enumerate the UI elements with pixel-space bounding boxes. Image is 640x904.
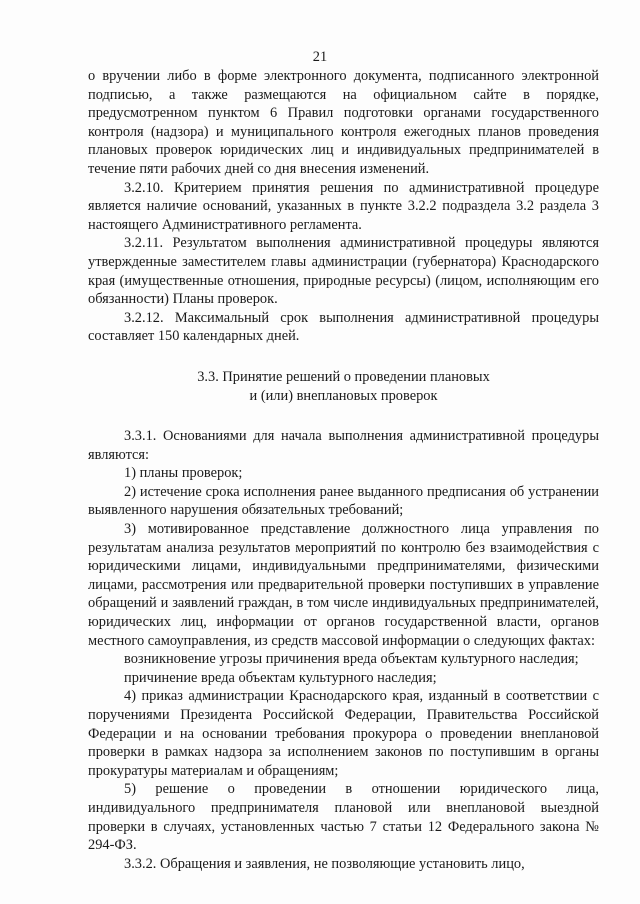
section-heading-line-2: и (или) внеплановых проверок (249, 387, 438, 404)
list-item-2: 2) истечение срока исполнения ранее выданного предписания об устранении выявленного нарушения обязательных требований; (88, 483, 599, 519)
paragraph-3-2-10: 3.2.10. Критерием принятия решения по административной процедуре является наличие оснований, указанных в пункте 3.2.2 подраздела 3.2 раздела 3 настоящего Административного регламента. (88, 179, 599, 233)
fact-damage: причинение вреда объектам культурного наследия; (124, 669, 437, 686)
paragraph-3-3-2: 3.3.2. Обращения и заявления, не позволяющие установить лицо, (124, 855, 525, 872)
page-number: 21 (312, 49, 328, 65)
paragraph-3-2-11: 3.2.11. Результатом выполнения административной процедуры являются утвержденные заместителем главы администрации (губернатора) Краснодарского края (имущественные отношения, природные ресурсы) (лицом, исполняющим его обязанности) Планы проверок. (88, 235, 599, 308)
document-body (88, 67, 599, 873)
section-heading (88, 368, 599, 405)
list-item-3: 3) мотивированное представление должностного лица управления по результатам анализа результатов мероприятий по контролю без взаимодействия с юридическими лицами, индивидуальными предпринимателями, физическими лицами, рассмотрения или предварительной проверки поступивших в управление обращений и заявлений граждан, в том числе индивидуальных предпринимателей, юридических лиц, информации от органов государственной власти, органов местного самоуправления, из средств массовой информации о следующих фактах: (88, 521, 599, 649)
section-heading-line-1: 3.3. Принятие решений о проведении плановых (197, 368, 490, 385)
paragraph-continuation: о вручении либо в форме электронного документа, подписанного электронной подписью, а также размещаются на официальном сайте в порядке, предусмотренном пунктом 6 Правил подготовки органами государственного контроля (надзора) и муниципального контроля ежегодных планов проведения плановых проверок юридических лиц и индивидуальных предпринимателей в течение пяти рабочих дней со дня внесения изменений. (88, 68, 599, 177)
paragraph-3-3-1: 3.3.1. Основаниями для начала выполнения административной процедуры являются: (88, 428, 599, 463)
paragraph-3-2-12: 3.2.12. Максимальный срок выполнения административной процедуры составляет 150 календарных дней. (88, 309, 599, 345)
list-item-1: 1) планы проверок; (124, 465, 243, 482)
list-item-4: 4) приказ администрации Краснодарского края, изданный в соответствии с поручениями Президента Российской Федерации, Правительства Российской Федерации и на основании требования прокурора о проведении внеплановой проверки в рамках надзора за исполнением законов по поступившим в органы прокуратуры материалам и обращениям; (88, 688, 599, 779)
list-item-5: 5) решение о проведении в отношении юридического лица, индивидуального предпринимателя плановой или внеплановой выездной проверки в случаях, установленных частью 7 статьи 12 Федерального закона № 294-ФЗ. (88, 781, 599, 854)
fact-threat: возникновение угрозы причинения вреда объектам культурного наследия; (124, 651, 579, 668)
